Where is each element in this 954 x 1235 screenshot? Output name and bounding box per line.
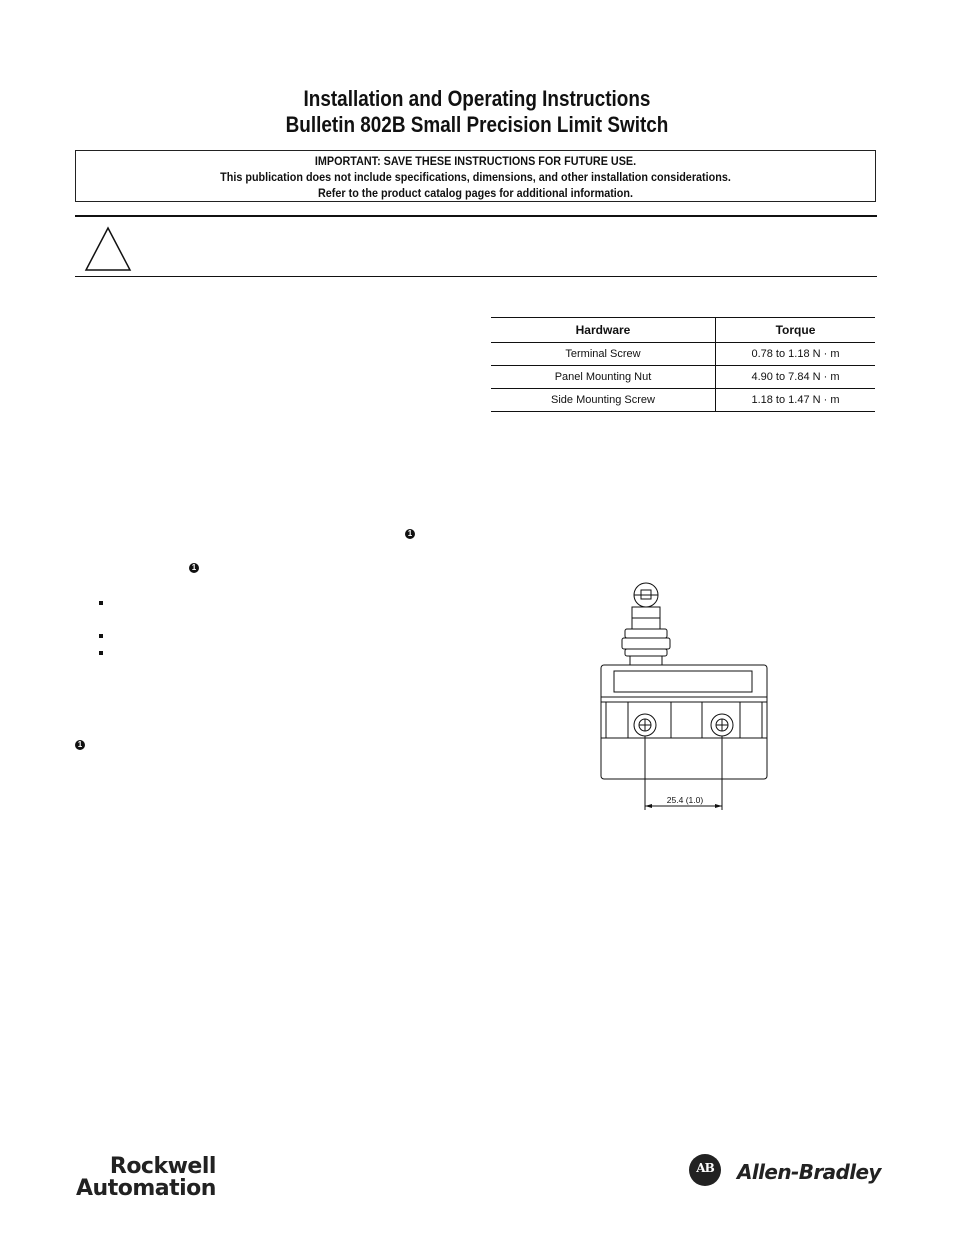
rockwell-automation-logo: [76, 1156, 216, 1200]
table-row: [491, 366, 875, 389]
rockwell-logo-line-2: Automation: [76, 1176, 216, 1201]
allen-bradley-logo: Allen-Bradley: [737, 1160, 881, 1184]
important-notice-box: [75, 150, 876, 202]
notice-line-3: Refer to the product catalog pages for additional information.: [317, 186, 634, 200]
limit-switch-diagram: [595, 578, 775, 818]
torque-table: [491, 317, 875, 412]
table-row: [491, 389, 875, 412]
hardware-cell: Side Mounting Screw: [491, 389, 716, 412]
notice-line-1: IMPORTANT: SAVE THESE INSTRUCTIONS FOR FUTURE USE.: [314, 154, 637, 168]
notice-line-2: This publication does not include specifications, dimensions, and other installation considerations.: [220, 170, 731, 184]
ab-badge-letters: AB: [696, 1161, 714, 1175]
table-row: [491, 343, 875, 366]
footnote-marker: 1: [405, 529, 415, 539]
footnote-marker: 1: [75, 740, 85, 750]
torque-cell: 4.90 to 7.84 N · m: [716, 366, 876, 389]
allen-bradley-badge-icon: [689, 1154, 721, 1186]
bullet-point: [99, 634, 103, 638]
table-header-row: [491, 318, 875, 343]
hardware-cell: Terminal Screw: [491, 343, 716, 366]
bullet-point: [99, 601, 103, 605]
dimension-label: 25.4 (1.0): [666, 795, 704, 805]
warning-triangle-icon: [84, 226, 132, 272]
bullet-point: [99, 651, 103, 655]
torque-cell: 1.18 to 1.47 N · m: [716, 389, 876, 412]
footnote-marker: 1: [189, 563, 199, 573]
warning-bottom-rule: [75, 276, 877, 277]
torque-cell: 0.78 to 1.18 N · m: [716, 343, 876, 366]
rockwell-logo-line-1: Rockwell: [109, 1154, 216, 1179]
column-header-hardware: Hardware: [491, 318, 716, 343]
warning-top-rule: [75, 215, 877, 217]
document-title: [67, 86, 887, 138]
title-line-1: Installation and Operating Instructions: [303, 86, 651, 111]
title-line-2: Bulletin 802B Small Precision Limit Switch: [285, 112, 669, 137]
hardware-cell: Panel Mounting Nut: [491, 366, 716, 389]
column-header-torque: Torque: [716, 318, 876, 343]
